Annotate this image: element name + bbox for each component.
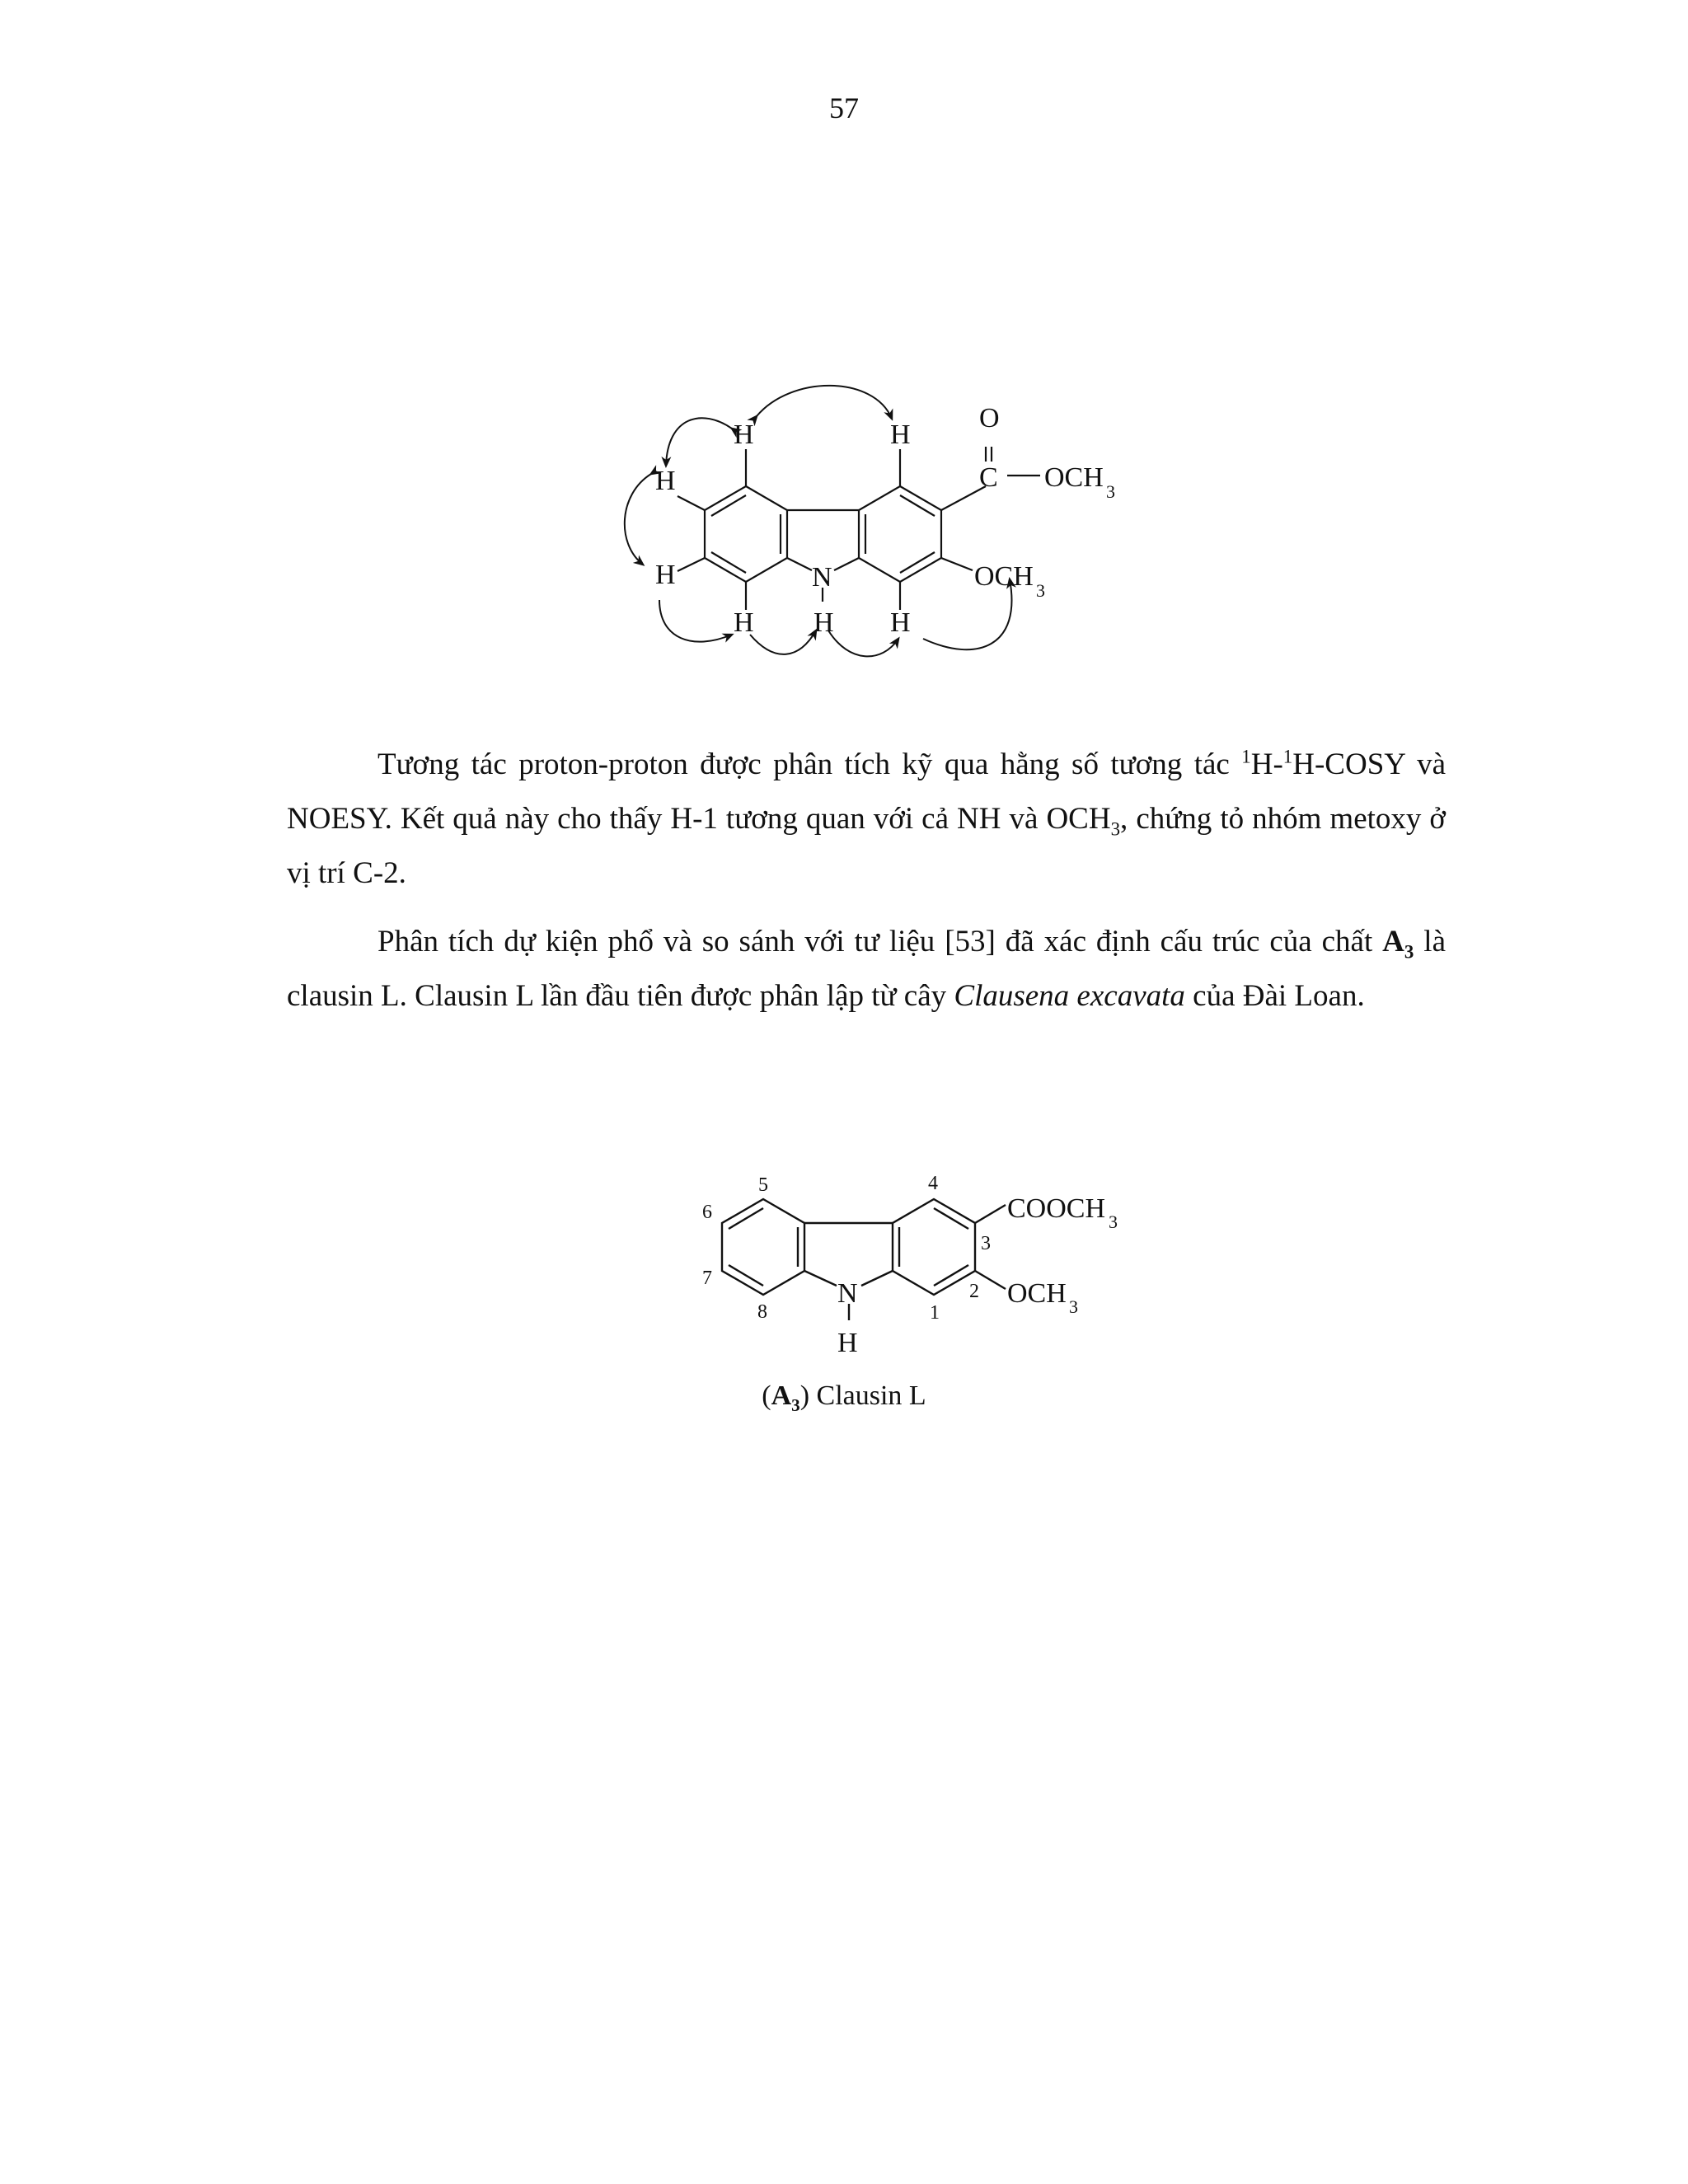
position-1: 1 bbox=[930, 1302, 940, 1324]
atom-h-left-lower: H bbox=[655, 560, 676, 590]
clausin-l-structure bbox=[0, 1162, 1688, 1418]
paragraph-1: Tương tác proton-proton được phân tích kỹ qua hằng số tương tác $^1$H-$^1$H-COSY và NOESY. Kết quả này cho thấy H-1 tương quan với cả NH và $OCH_3$, chứng tỏ nhóm metoxy ở vị trí C-2. bbox=[287, 746, 1447, 890]
label-cooch3-sub: 3 bbox=[1109, 1212, 1118, 1232]
atom-och3-ring-sub: 3 bbox=[1036, 580, 1045, 601]
label-cooch3: COOCH bbox=[1007, 1193, 1106, 1224]
atom-och3-ester-sub: 3 bbox=[1106, 481, 1115, 502]
atom-n: N bbox=[812, 562, 832, 593]
position-6: 6 bbox=[702, 1202, 712, 1223]
atom-h-bottom-nh: H bbox=[814, 607, 834, 638]
atom-h-bottom-1: H bbox=[734, 607, 754, 638]
figure-caption: $(A_3)$ Clausin L bbox=[762, 1380, 926, 1415]
position-2: 2 bbox=[969, 1281, 979, 1302]
position-8: 8 bbox=[757, 1301, 767, 1323]
atom-h-top-left: H bbox=[734, 419, 754, 450]
atom-h-top-right: H bbox=[890, 419, 911, 450]
position-3: 3 bbox=[981, 1233, 991, 1254]
position-7: 7 bbox=[702, 1268, 712, 1289]
atom-n-2: N bbox=[837, 1278, 858, 1309]
atom-nh-h-2: H bbox=[837, 1328, 858, 1358]
page-number: 57 bbox=[829, 91, 859, 124]
paragraph-2: Phân tích dự kiện phổ và so sánh với tư liệu [53] đã xác định cấu trúc của chất $A_3$ là clausin L. Clausin L lần đầu tiên được phân lập từ cây Clausena excavata của Đài Loan. bbox=[287, 925, 1447, 1013]
position-4: 4 bbox=[928, 1173, 938, 1194]
label-och3-sub: 3 bbox=[1069, 1296, 1078, 1317]
atom-o: O bbox=[979, 403, 1000, 434]
noesy-correlation-diagram bbox=[0, 0, 1688, 717]
atom-h-left-upper: H bbox=[655, 466, 676, 496]
atom-och3-ring: OCH bbox=[974, 561, 1034, 592]
atom-h-bottom-3: H bbox=[890, 607, 911, 638]
position-5: 5 bbox=[758, 1174, 768, 1196]
atom-c: C bbox=[979, 462, 998, 493]
label-och3: OCH bbox=[1007, 1278, 1067, 1309]
atom-och3-ester: OCH bbox=[1044, 462, 1104, 493]
